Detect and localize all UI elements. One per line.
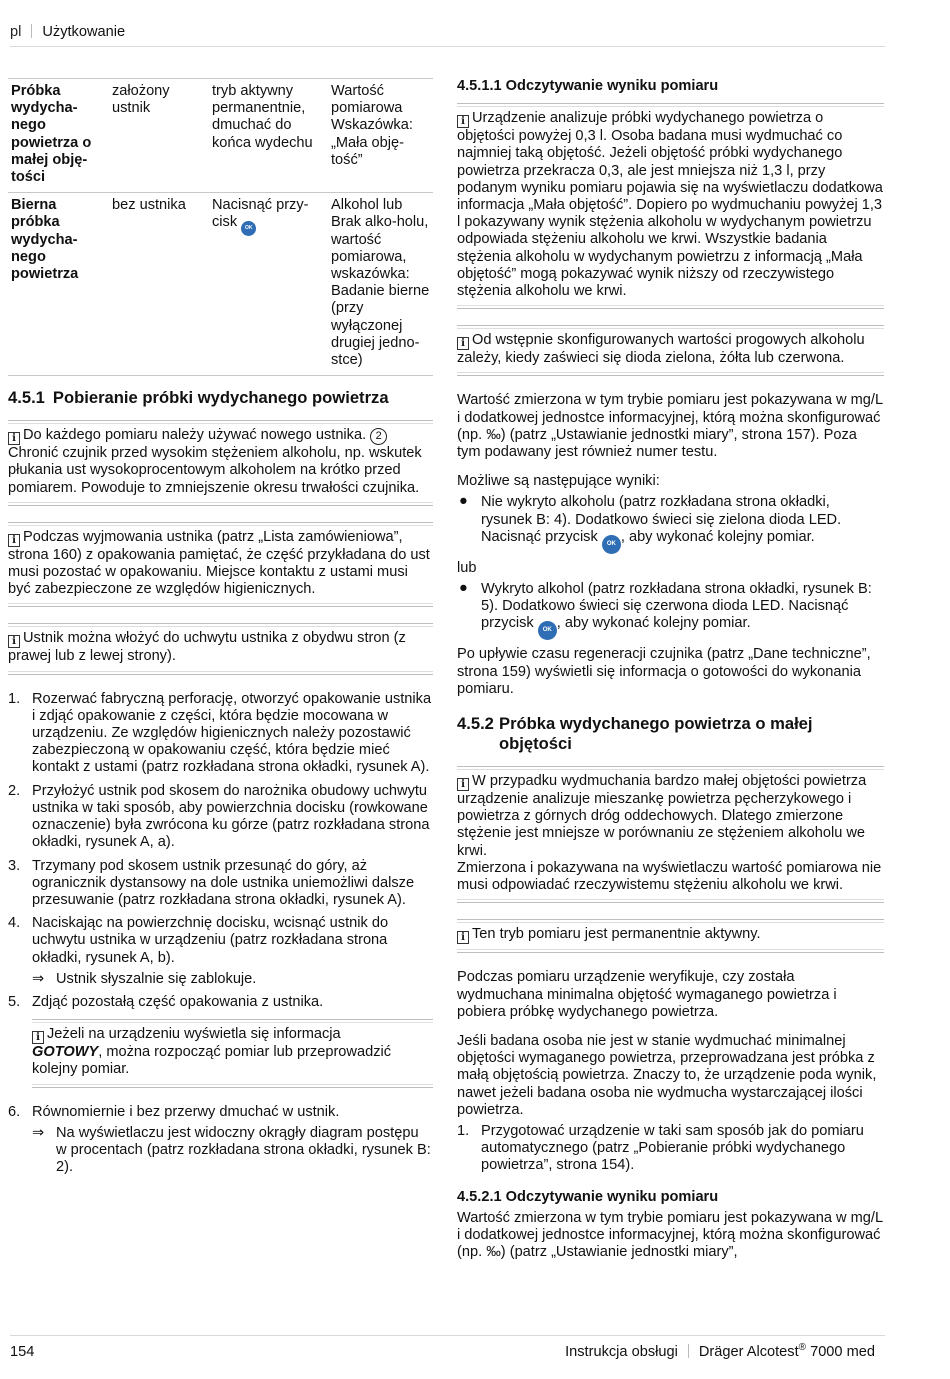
note-text: Jeżeli na urządzeniu wyświetla się informacja [47, 1026, 341, 1043]
note-text: Od wstępnie skonfigurowanych wartości progowych alkoholu zależy, kiedy zaświeci się dioda zielona, żółta lub czerwona. [457, 332, 865, 367]
info-note [457, 919, 884, 953]
list-item [8, 1104, 433, 1177]
result-text: Ustnik słyszalnie się zablokuje. [56, 970, 257, 987]
info-note [32, 1019, 433, 1087]
list-item [8, 691, 433, 777]
circled-number-icon: 2 [370, 428, 387, 445]
note-text: Do każdego pomiaru należy używać nowego ustnika. [23, 427, 367, 444]
info-note [8, 522, 433, 608]
step-number: 3. [8, 857, 21, 874]
procedure-steps [8, 1104, 433, 1177]
table-cell-action [209, 193, 328, 376]
info-icon: i [457, 115, 469, 128]
note-text: Podczas wyjmowania ustnika (patrz „Lista zamówieniowa”, strona 160) z opakowania pamiętać, że część przykładana do ust musi pozostać w opakowaniu. Miejsce kontaktu z ustami musi być zabezpieczone ze względów higienicznych. [8, 528, 430, 598]
result-list [457, 494, 884, 553]
paragraph: Podczas pomiaru urządzenie weryfikuje, czy została wydmuchana minimalna objętość wymaganego powietrza i pobiera próbkę wydychanego powietrza. [457, 969, 837, 1020]
info-note [8, 420, 433, 506]
step-result [32, 1125, 433, 1177]
info-icon: i [8, 635, 20, 648]
note-text: Ten tryb pomiaru jest permanentnie aktywny. [472, 926, 761, 943]
paragraph: Wartość zmierzona w tym trybie pomiaru jest pokazywana w mg/L i dodatkowej jednostce informacyjnej, którą można skonfigurować (np. ‰) (patrz „Ustawianie jednostki miary”, [457, 1209, 883, 1261]
step-number: 1. [8, 690, 21, 707]
info-note [8, 623, 433, 674]
header-separator [31, 24, 32, 38]
step-text: Trzymany pod skosem ustnik przesunąć do góry, aż ogranicznik dystansowy na dole ustnika uniemożliwi dalsze przesuwanie (patrz rozkładana strona okładki, rysunek A). [32, 857, 415, 908]
section-title: Pobieranie próbki wydychanego powietrza [52, 388, 389, 408]
table-cell-display: Wartość pomiarowa Wskazówka: „Mała obję-tość” [331, 83, 413, 168]
footer-doc-info [565, 1344, 875, 1361]
note-text: , można rozpocząć pomiar lub przeprowadzić kolejny pomiar. [32, 1044, 392, 1078]
list-item [457, 1123, 884, 1175]
section-number: 4.5.2 [457, 714, 494, 734]
step-text: Naciskając na powierzchnię docisku, wcisnąć ustnik do uchwytu ustnika w urządzeniu (patrz rozkładana strona okładki, rysunek A, b). [32, 915, 389, 966]
result-arrow-icon: ⇒ [32, 970, 45, 987]
paragraph: Wartość zmierzona w tym trybie pomiaru jest pokazywana w mg/L i dodatkowej jednostce informacyjnej, którą można skonfigurować (np. ‰) (patrz „Ustawianie jednostki miary”, strona 157). Poza tym podawany jest również numer testu. [457, 392, 883, 461]
procedure-steps [8, 691, 433, 1011]
list-text: Wykryto alkohol (patrz rozkładana strona okładki, rysunek B: 5). Dodatkowo świeci się czerwona dioda LED. Nacisnąć przycisk [481, 581, 872, 632]
result-arrow-icon: ⇒ [32, 1124, 45, 1141]
note-text: Urządzenie analizuje próbki wydychanego powietrza o objętości powyżej 0,3 l. Osoba badana musi wydmuchać co najmniej taką objętość. Jeżeli objętość próbki wydychanego powietrza przekracza 0,3, ale jest mniejsza niż 1,3 l, przy podanym wyniku pomiaru pojawia się na wyświetlaczu dodatkowa informacja „Mała objętość”. Dopiero po wydmuchaniu powyżej 1,3 l pokazywany wynik stężenia alkoholu w wydychanym powietrzu odpowiada stężeniu alkoholu we krwi. Wszystkie badania stężenia alkoholu w wydychanym powietrzu z informacją „Mała objętość” mogą pokazywać wynik niższy od rzeczywistego stężenia alkoholu we krwi. [457, 110, 883, 300]
paragraph: Jeśli badana osoba nie jest w stanie wydmuchać minimalnej objętości wymaganego powietrza, przeprowadzana jest próbka z małą objętością powietrza. Znaczy to, że urządzenie poda wynik, nawet jeżeli badana osoba nie wydmucha wystarczającej ilości powietrza. [457, 1032, 877, 1118]
action-text: Nacisnąć przy-cisk [212, 197, 309, 231]
display-message: GOTOWY [32, 1044, 99, 1061]
note-text: Ustnik można włożyć do uchwytu ustnika z obydwu stron (z prawej lub z lewej strony). [8, 630, 406, 665]
list-text: , aby wykonać kolejny pomiar. [556, 615, 751, 632]
list-item [457, 581, 884, 640]
paragraph: lub [457, 559, 477, 576]
list-item [457, 494, 884, 553]
right-column [457, 78, 884, 1273]
procedure-steps [457, 1123, 884, 1175]
section-title: Próbka wydychanego powietrza o małej objętości [499, 714, 813, 754]
info-icon: i [457, 778, 469, 791]
subsection-heading-4-5-1-1: 4.5.1.1 Odczytywanie wyniku pomiaru [457, 78, 719, 94]
subsection-heading-4-5-2-1: 4.5.2.1 Odczytywanie wyniku pomiaru [457, 1188, 719, 1205]
list-item [8, 783, 433, 852]
list-item [8, 915, 433, 988]
info-note [457, 103, 884, 309]
page-header [10, 24, 885, 47]
document-type: Instrukcja obsługi [565, 1344, 678, 1360]
table-row [8, 79, 433, 193]
left-column [8, 78, 433, 1184]
bullet-icon: ● [459, 493, 468, 510]
step-text: Zdjąć pozostałą część opakowania z ustnika. [32, 993, 324, 1010]
step-number: 1. [457, 1122, 470, 1139]
result-list [457, 581, 884, 640]
info-note [457, 766, 884, 903]
step-text: Przyłożyć ustnik pod skosem do narożnika obudowy uchwytu ustnika w taki sposób, aby powierzchnia docisku (rowkowane oznaczenie) była zwrócona ku górze (patrz rozkładana strona okładki, rysunek A, a). [32, 782, 430, 851]
step-result [32, 971, 433, 988]
table-row [8, 193, 433, 376]
language-code: pl [10, 24, 22, 40]
table-cell-action: tryb aktywny permanentnie, dmuchać do końca wydechu [212, 83, 313, 151]
mode-table [8, 78, 433, 376]
info-icon: i [8, 534, 20, 547]
table-cell-mode: Bierna próbka wydycha-nego powietrza [11, 197, 79, 283]
section-heading-4-5-2 [457, 714, 884, 754]
registered-mark: ® [798, 1342, 807, 1354]
product-model: 7000 med [810, 1344, 875, 1360]
ok-button-icon: OK [241, 221, 256, 236]
section-name: Użytkowanie [42, 24, 126, 40]
step-number: 2. [8, 782, 21, 799]
footer-separator [688, 1344, 689, 1358]
step-number: 6. [8, 1103, 21, 1120]
step-text: Przygotować urządzenie w taki sam sposób jak do pomiaru automatycznego (patrz „Pobieranie próbki wydychanego powietrza”, strona 154). [481, 1122, 864, 1174]
table-cell-display: Alkohol lub Brak alko-holu, wartość pomiarowa, wskazówka: Badanie bierne (przy wyłączonej drugiej jedno-stce) [331, 197, 430, 369]
info-note [457, 325, 884, 376]
paragraph: Po upływie czasu regeneracji czujnika (patrz „Dane techniczne”, strona 159) wyświetli się informacja o gotowości do wykonania pomiaru. [457, 646, 871, 697]
product-name: Dräger Alcotest [698, 1344, 799, 1360]
table-cell-mouthpiece: założony ustnik [112, 83, 170, 117]
note-text: W przypadku wydmuchania bardzo małej objętości powietrza urządzenie analizuje mieszankę powietrza pęcherzykowego i powietrza z górnych dróg oddechowych. Dlatego zmierzone stężenie jest mniejsze w porównaniu ze stężeniem alkoholu we krwi. [457, 773, 867, 859]
step-text: Równomiernie i bez przerwy dmuchać w ustnik. [32, 1103, 340, 1120]
table-cell-mouthpiece: bez ustnika [112, 197, 186, 214]
section-heading-4-5-1 [8, 388, 433, 408]
info-icon: i [32, 1031, 44, 1044]
info-icon: i [457, 337, 469, 350]
bullet-icon: ● [459, 580, 468, 597]
paragraph: Możliwe są następujące wyniki: [457, 473, 660, 490]
list-item [8, 994, 433, 1011]
section-number: 4.5.1 [8, 388, 45, 408]
list-item [8, 858, 433, 910]
note-text: Zmierzona i pokazywana na wyświetlaczu wartość pomiarowa nie musi odpowiadać rzeczywistemu stężeniu alkoholu we krwi. [457, 859, 882, 894]
list-text: , aby wykonać kolejny pomiar. [620, 528, 815, 545]
info-icon: i [457, 931, 469, 944]
ok-button-icon: OK [602, 535, 621, 554]
info-icon: i [8, 432, 20, 445]
step-text: Rozerwać fabryczną perforację, otworzyć opakowanie ustnika i zdjąć opakowanie z części, która będzie mocowana w urządzeniu. Ze względów higienicznych należy pozostawić zabezpieczoną w opakowaniu część, która będzie mieć kontakt z ustami (patrz rozkładana strona okładki, rysunek A). [32, 690, 432, 776]
table-cell-mode: Próbka wydycha-nego powietrza o małej obję-tości [11, 83, 92, 186]
step-number: 5. [8, 993, 21, 1010]
note-text: Chronić czujnik przed wysokim stężeniem alkoholu, np. wskutek płukania ust wysokoprocentowym alkoholem na krótko przed pomiarem. Powoduje to zmniejszenie okresu trwałości czujnika. [8, 445, 422, 496]
page-number: 154 [10, 1344, 35, 1360]
result-text: Na wyświetlaczu jest widoczny okrągły diagram postępu w procentach (patrz rozkładana strona okładki, rysunek B: 2). [56, 1124, 431, 1176]
page-footer [10, 1335, 885, 1360]
ok-button-icon: OK [538, 621, 557, 640]
list-text: Nie wykryto alkoholu (patrz rozkładana strona okładki, rysunek B: 4). Dodatkowo świeci się zielona dioda LED. Nacisnąć przycisk [481, 494, 842, 545]
step-number: 4. [8, 915, 21, 932]
